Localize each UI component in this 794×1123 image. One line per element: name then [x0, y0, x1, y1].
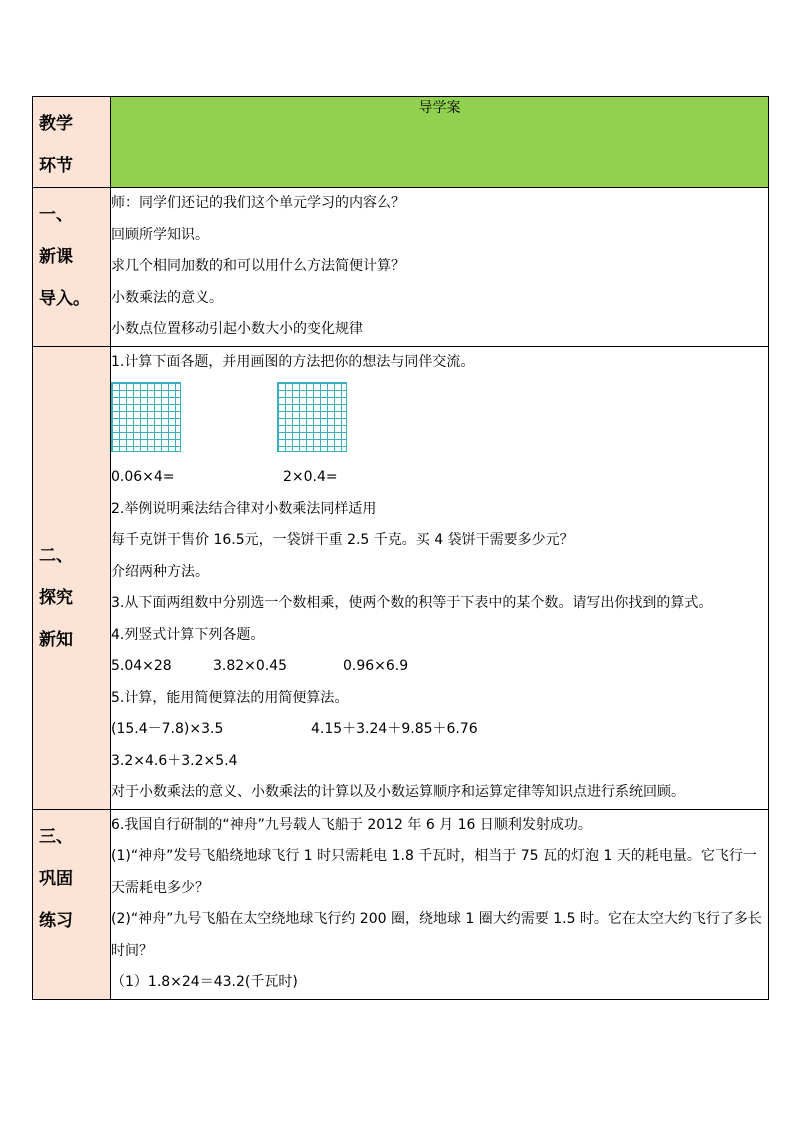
stage-label: 新课	[39, 247, 73, 267]
question-2-problem: 每千克饼干售价 16.5元，一袋饼干重 2.5 千克。买 4 袋饼干需要多少元？	[111, 532, 574, 548]
expression: 3.82×0.45	[213, 658, 288, 674]
stage-label: 巩固	[39, 868, 73, 889]
expression: 4.15＋3.24＋9.85＋6.76	[311, 721, 478, 737]
content-line: 师：同学们还记的我们这个单元学习的内容么？	[111, 195, 405, 211]
question-4: 4.列竖式计算下列各题。	[111, 626, 265, 643]
section-intro-row	[33, 188, 769, 347]
stage-label: 教学	[39, 114, 73, 134]
expression: 0.96×6.9	[343, 658, 409, 674]
content-cell-practice	[111, 809, 769, 999]
stage-label: 探究	[39, 587, 73, 608]
stage-label: 三、	[39, 826, 73, 847]
question-5: 5.计算，能用简便算法的用简便算法。	[111, 689, 349, 706]
stage-label: 二、	[39, 545, 73, 566]
question-3: 3.从下面两组数中分别选一个数相乘，使两个数的积等于下表中的某个数。请写出你找到的算式。	[111, 595, 713, 611]
expression: 3.2×4.6＋3.2×5.4	[111, 752, 238, 769]
question-6-part-1: (1)“神舟”发号飞船绕地球飞行 1 时只需耗电 1.8 千瓦时，相当于 75 瓦的灯泡 1 天的耗电量。它飞行一天需耗电多少？	[111, 848, 757, 896]
content-line: 小数点位置移动引起小数大小的变化规律	[111, 321, 363, 337]
header-row	[33, 97, 769, 188]
expression: (15.4－7.8)×3.5	[111, 721, 224, 737]
stage-cell-explore	[33, 346, 111, 809]
question-6: 6.我国自行研制的“神舟”九号载人飞船于 2012 年 6 月 16 日顺利发射成功。	[111, 816, 592, 833]
question-4-expressions	[111, 651, 768, 683]
question-5-expressions	[111, 714, 768, 746]
stage-cell-practice	[33, 809, 111, 999]
question-1: 1.计算下面各题，并用画图的方法把你的想法与同伴交流。	[111, 353, 475, 370]
content-line: 回顾所学知识。	[111, 226, 209, 243]
stage-label: 新知	[39, 629, 73, 650]
content-cell-intro	[111, 188, 769, 347]
hundred-grids	[111, 382, 768, 462]
lesson-plan-table	[32, 96, 769, 1000]
hundred-grid-a	[111, 382, 181, 452]
header-title: 导学案	[111, 97, 769, 188]
answer-1: （1）1.8×24＝43.2(千瓦时)	[111, 974, 298, 990]
expression: 0.06×4=	[111, 469, 175, 485]
stage-label: 练习	[39, 910, 73, 931]
question-6-part-2: (2)“神舟”九号飞船在太空绕地球飞行约 200 圈，绕地球 1 圈大约需要 1.5 时。它在太空大约飞行了多长时间？	[111, 911, 762, 959]
content-line: 小数乘法的意义。	[111, 289, 223, 306]
stage-label: 环节	[39, 156, 73, 176]
expression: 2×0.4=	[283, 469, 338, 485]
question-1-expressions	[111, 462, 768, 494]
question-2: 2.举例说明乘法结合律对小数乘法同样适用	[111, 500, 377, 517]
section-practice-row	[33, 809, 769, 999]
header-stage-cell	[33, 97, 111, 188]
section-explore-row	[33, 346, 769, 809]
question-2-method: 介绍两种方法。	[111, 563, 209, 580]
content-line: 求几个相同加数的和可以用什么方法简便计算？	[111, 258, 405, 274]
stage-cell-intro	[33, 188, 111, 347]
stage-label: 导入。	[39, 289, 90, 309]
content-cell-explore	[111, 346, 769, 809]
summary: 对于小数乘法的意义、小数乘法的计算以及小数运算顺序和运算定律等知识点进行系统回顾。	[111, 784, 685, 800]
stage-label: 一、	[39, 205, 73, 225]
hundred-grid-b	[277, 382, 347, 452]
expression: 5.04×28	[111, 658, 172, 674]
